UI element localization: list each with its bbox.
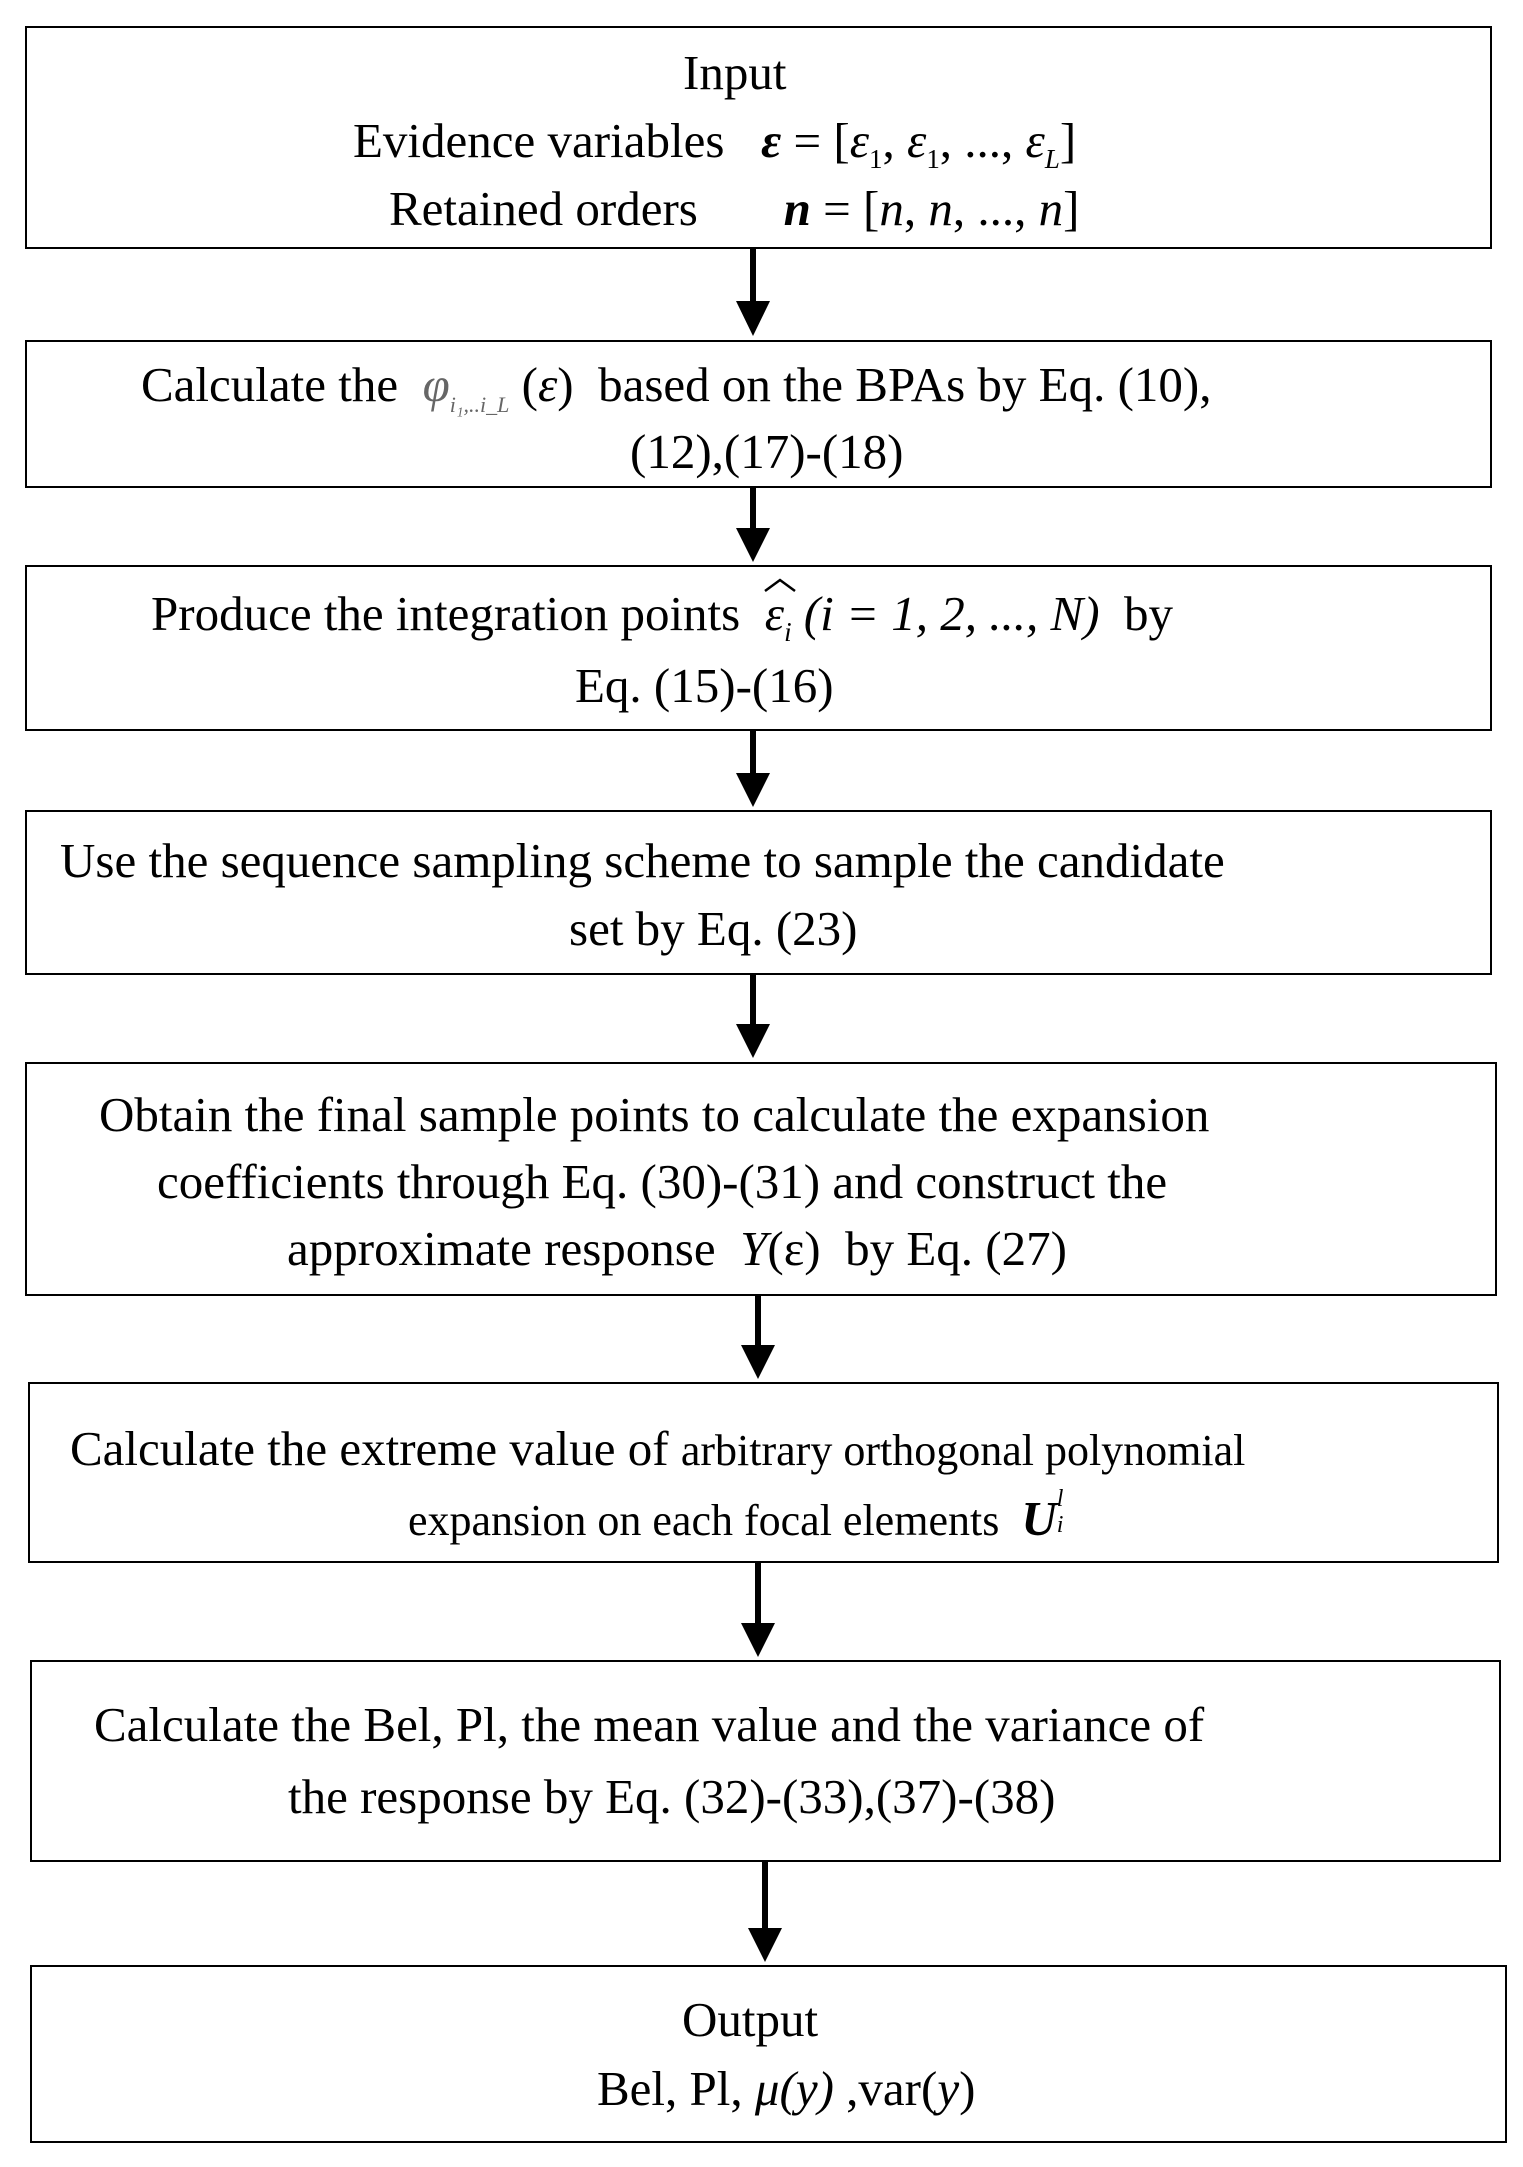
- step-extreme-post: arbitrary orthogonal polynomial: [680, 1426, 1246, 1475]
- step-extreme-line-1: [70, 1421, 1246, 1476]
- output-values: [597, 2061, 976, 2116]
- phi-arg: ε: [537, 357, 558, 412]
- output-var: ,var(: [846, 2061, 938, 2116]
- step-integration-line-2: Eq. (15)-(16): [575, 658, 834, 713]
- phi-symbol: φ: [422, 357, 450, 412]
- output-title: Output: [682, 1992, 819, 2047]
- eps-L: ε: [1025, 113, 1045, 168]
- order-elem-3: n: [1038, 181, 1064, 236]
- output-mu: μ: [754, 2061, 780, 2116]
- step-extreme-line2-text: expansion on each focal elements: [408, 1496, 1000, 1545]
- step-bel-pl-line-2: the response by Eq. (32)-(33),(37)-(38): [288, 1769, 1056, 1824]
- focal-U: U: [1021, 1491, 1057, 1546]
- retained-orders-line: Retained orders n = [n, n, ..., n]: [389, 181, 1080, 236]
- step-expansion-pre: approximate response: [287, 1221, 716, 1276]
- eps-hat: ε: [764, 586, 785, 641]
- step-expansion-line-1: Obtain the final sample points to calculate the expansion: [99, 1087, 1210, 1142]
- eps-hat-sub: i: [784, 616, 792, 647]
- step-phi-post: based on the BPAs by Eq. (10),: [598, 357, 1212, 412]
- step-integration-by: by: [1124, 586, 1174, 641]
- input-title: Input: [683, 45, 787, 100]
- step-integration-line-1: [151, 586, 1174, 647]
- eps-L-sub: L: [1044, 143, 1060, 174]
- phi-subscript: i₁,..i_L: [449, 391, 510, 417]
- eps-1: ε: [849, 113, 870, 168]
- step-expansion-box: [25, 1062, 1497, 1296]
- order-elem-2: n: [928, 181, 953, 236]
- step-extreme-pre: Calculate the extreme value of: [70, 1421, 669, 1476]
- input-box: [25, 26, 1492, 249]
- integration-range: (i = 1, 2, ..., N): [803, 586, 1100, 641]
- step-sampling-line-1: Use the sequence sampling scheme to sample the candidate: [60, 833, 1225, 888]
- output-var-close: ): [959, 2061, 976, 2116]
- step-extreme-line-2: [408, 1486, 1073, 1546]
- orders-vector: n: [783, 181, 811, 236]
- arrow-5: [733, 1296, 783, 1381]
- step-bel-pl-line-1: Calculate the Bel, Pl, the mean value and the variance of: [94, 1697, 1205, 1752]
- arrow-3: [728, 731, 778, 809]
- arrow-1: [728, 249, 778, 338]
- step-phi-box: [25, 340, 1492, 488]
- output-mu-arg: (y): [779, 2061, 834, 2116]
- arrow-4: [728, 975, 778, 1060]
- eps-2: ε: [907, 113, 927, 168]
- step-extreme-box: [28, 1382, 1499, 1563]
- evidence-vector: ε: [761, 113, 782, 168]
- response-arg: (ε): [767, 1221, 821, 1276]
- output-bel-pl: Bel, Pl,: [597, 2061, 743, 2116]
- step-phi-line-1: Calculate the $\varphi_{i_1,..i\_L}$ (ε) based on the BPAs by Eq. (10),: [141, 357, 1212, 417]
- eps-1-sub: 1: [869, 143, 883, 174]
- response-Y: Y: [740, 1221, 768, 1276]
- evidence-variables-line: Evidence variables $\varepsilon = [\varepsilon_1$, $\varepsilon_1$, ..., $\varepsilon_L$]: [353, 113, 1077, 174]
- step-sampling-line-2: set by Eq. (23): [569, 901, 858, 956]
- focal-U-sub: i: [1056, 1512, 1064, 1538]
- step-sampling-box: [25, 810, 1492, 975]
- orders-label: Retained orders: [389, 181, 698, 236]
- step-expansion-line-2: coefficients through Eq. (30)-(31) and construct the: [157, 1154, 1168, 1209]
- step-integration-pre: Produce the integration points: [151, 586, 741, 641]
- arrow-6: [733, 1563, 783, 1659]
- step-bel-pl-box: [30, 1660, 1501, 1862]
- output-var-y: y: [937, 2061, 960, 2116]
- output-box: [30, 1965, 1507, 2143]
- step-phi-line-2: (12),(17)-(18): [630, 424, 904, 479]
- evidence-label: Evidence variables: [353, 113, 725, 168]
- order-elem-1: n: [879, 181, 904, 236]
- step-expansion-post: by Eq. (27): [845, 1221, 1067, 1276]
- eps-2-sub: 1: [926, 143, 940, 174]
- hat-accent: [763, 577, 797, 593]
- step-integration-box: [25, 565, 1492, 731]
- focal-U-sup: l: [1056, 1486, 1064, 1512]
- arrow-2: [728, 488, 778, 564]
- arrow-7: [740, 1862, 790, 1964]
- step-expansion-line-3: [287, 1221, 1067, 1276]
- step-phi-pre: Calculate the: [141, 357, 399, 412]
